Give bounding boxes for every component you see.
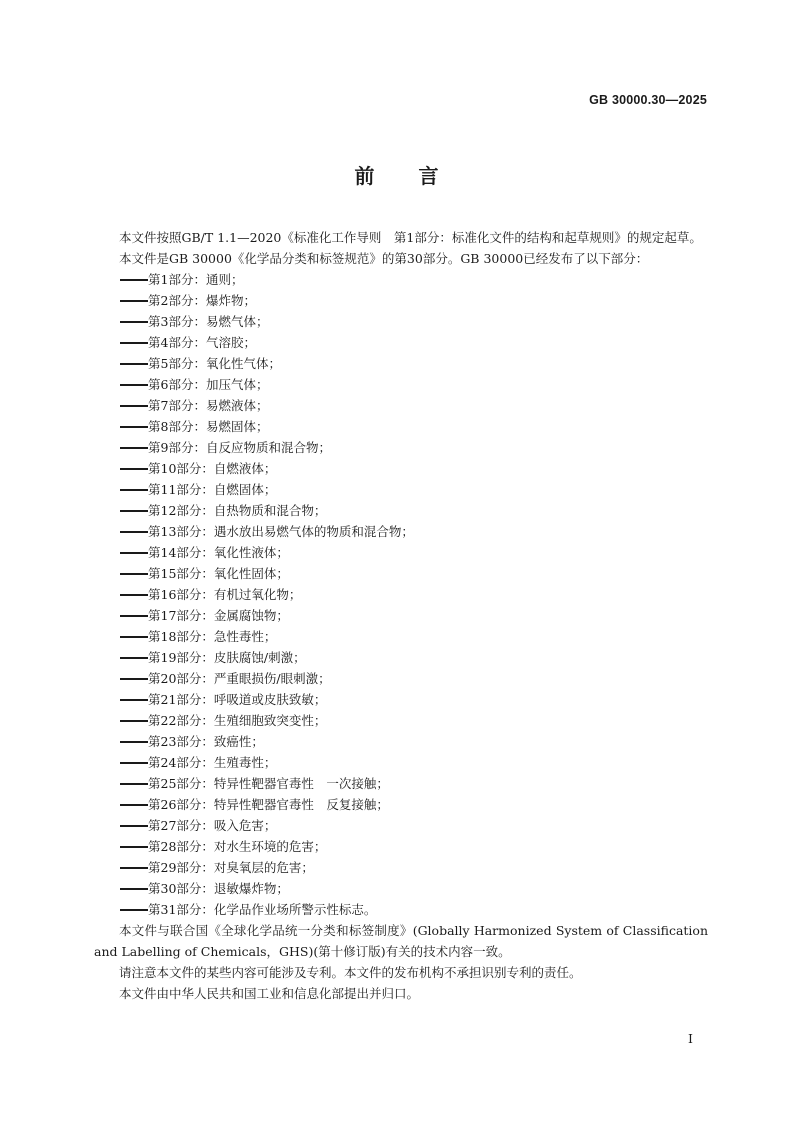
page-number: I <box>688 1031 693 1046</box>
list-item <box>94 269 708 290</box>
list-item <box>94 479 708 500</box>
dash-marker <box>120 405 148 407</box>
intro-paragraph-1: 本文件按照GB/T 1.1—2020《标准化工作导则 第1部分：标准化文件的结构和起草规则》的规定起草。 <box>119 230 702 245</box>
dash-marker <box>120 384 148 386</box>
part-label: 第13部分：遇水放出易燃气体的物质和混合物； <box>148 524 414 539</box>
list-item <box>94 857 708 878</box>
dash-marker <box>120 699 148 701</box>
list-item <box>94 437 708 458</box>
list-item <box>94 521 708 542</box>
dash-marker <box>120 741 148 743</box>
part-label: 第18部分：急性毒性； <box>148 629 277 644</box>
list-item <box>94 311 708 332</box>
list-item <box>94 416 708 437</box>
dash-marker <box>120 804 148 806</box>
part-label: 第12部分：自热物质和混合物； <box>148 503 327 518</box>
part-label: 第16部分：有机过氧化物； <box>148 587 302 602</box>
part-label: 第30部分：退敏爆炸物； <box>148 881 289 896</box>
dash-marker <box>120 594 148 596</box>
list-item <box>94 899 708 920</box>
list-item <box>94 668 708 689</box>
part-label: 第28部分：对水生环境的危害； <box>148 839 327 854</box>
part-label: 第7部分：易燃液体； <box>148 398 269 413</box>
list-item <box>94 542 708 563</box>
list-item <box>94 710 708 731</box>
part-label: 第27部分：吸入危害； <box>148 818 277 833</box>
dash-marker <box>120 678 148 680</box>
part-label: 第31部分：化学品作业场所警示性标志。 <box>148 902 377 917</box>
list-item <box>94 332 708 353</box>
list-item <box>94 626 708 647</box>
part-label: 第29部分：对臭氧层的危害； <box>148 860 314 875</box>
part-label: 第20部分：严重眼损伤/眼刺激； <box>148 671 331 686</box>
dash-marker <box>120 363 148 365</box>
list-item <box>94 794 708 815</box>
part-label: 第11部分：自燃固体； <box>148 482 277 497</box>
closing-paragraph-1: 本文件与联合国《全球化学品统一分类和标签制度》(Globally Harmonized System of Classification and Labelling of Chemicals，GHS)(第十修订版)有关的技术内容一致。 <box>94 923 708 959</box>
part-label: 第22部分：生殖细胞致突变性； <box>148 713 327 728</box>
dash-marker <box>120 720 148 722</box>
dash-marker <box>120 468 148 470</box>
dash-marker <box>120 573 148 575</box>
parts-list <box>94 269 708 920</box>
dash-marker <box>120 447 148 449</box>
list-item <box>94 584 708 605</box>
dash-marker <box>120 636 148 638</box>
part-label: 第24部分：生殖毒性； <box>148 755 277 770</box>
part-label: 第14部分：氧化性液体； <box>148 545 289 560</box>
dash-marker <box>120 531 148 533</box>
part-label: 第15部分：氧化性固体； <box>148 566 289 581</box>
closing-paragraph-3: 本文件由中华人民共和国工业和信息化部提出并归口。 <box>119 986 420 1001</box>
dash-marker <box>120 783 148 785</box>
list-item <box>94 458 708 479</box>
part-label: 第10部分：自燃液体； <box>148 461 277 476</box>
list-item <box>94 731 708 752</box>
part-label: 第6部分：加压气体； <box>148 377 269 392</box>
part-label: 第19部分：皮肤腐蚀/刺激； <box>148 650 306 665</box>
dash-marker <box>120 342 148 344</box>
list-item <box>94 836 708 857</box>
intro-paragraph-2: 本文件是GB 30000《化学品分类和标签规范》的第30部分。GB 30000已经发布了以下部分： <box>119 251 649 266</box>
part-label: 第2部分：爆炸物； <box>148 293 256 308</box>
list-item <box>94 563 708 584</box>
part-label: 第25部分：特异性靶器官毒性 一次接触； <box>148 776 389 791</box>
dash-marker <box>120 510 148 512</box>
dash-marker <box>120 846 148 848</box>
part-label: 第1部分：通则； <box>148 272 244 287</box>
list-item <box>94 353 708 374</box>
list-item <box>94 290 708 311</box>
dash-marker <box>120 300 148 302</box>
dash-marker <box>120 867 148 869</box>
foreword-body <box>94 227 708 1004</box>
list-item <box>94 689 708 710</box>
dash-marker <box>120 888 148 890</box>
dash-marker <box>120 615 148 617</box>
part-label: 第26部分：特异性靶器官毒性 反复接触； <box>148 797 389 812</box>
list-item <box>94 605 708 626</box>
part-label: 第17部分：金属腐蚀物； <box>148 608 289 623</box>
part-label: 第23部分：致癌性； <box>148 734 264 749</box>
dash-marker <box>120 762 148 764</box>
dash-marker <box>120 426 148 428</box>
closing-paragraph-2: 请注意本文件的某些内容可能涉及专利。本文件的发布机构不承担识别专利的责任。 <box>119 965 582 980</box>
part-label: 第9部分：自反应物质和混合物； <box>148 440 331 455</box>
part-label: 第5部分：氧化性气体； <box>148 356 281 371</box>
list-item <box>94 395 708 416</box>
list-item <box>94 374 708 395</box>
list-item <box>94 878 708 899</box>
dash-marker <box>120 552 148 554</box>
list-item <box>94 752 708 773</box>
list-item <box>94 647 708 668</box>
part-label: 第3部分：易燃气体； <box>148 314 269 329</box>
part-label: 第21部分：呼吸道或皮肤致敏； <box>148 692 327 707</box>
dash-marker <box>120 657 148 659</box>
dash-marker <box>120 825 148 827</box>
part-label: 第8部分：易燃固体； <box>148 419 269 434</box>
document-code: GB 30000.30—2025 <box>589 93 707 107</box>
dash-marker <box>120 909 148 911</box>
dash-marker <box>120 321 148 323</box>
list-item <box>94 500 708 521</box>
list-item <box>94 815 708 836</box>
dash-marker <box>120 279 148 281</box>
list-item <box>94 773 708 794</box>
page-title: 前言 <box>354 164 483 188</box>
dash-marker <box>120 489 148 491</box>
part-label: 第4部分：气溶胶； <box>148 335 256 350</box>
